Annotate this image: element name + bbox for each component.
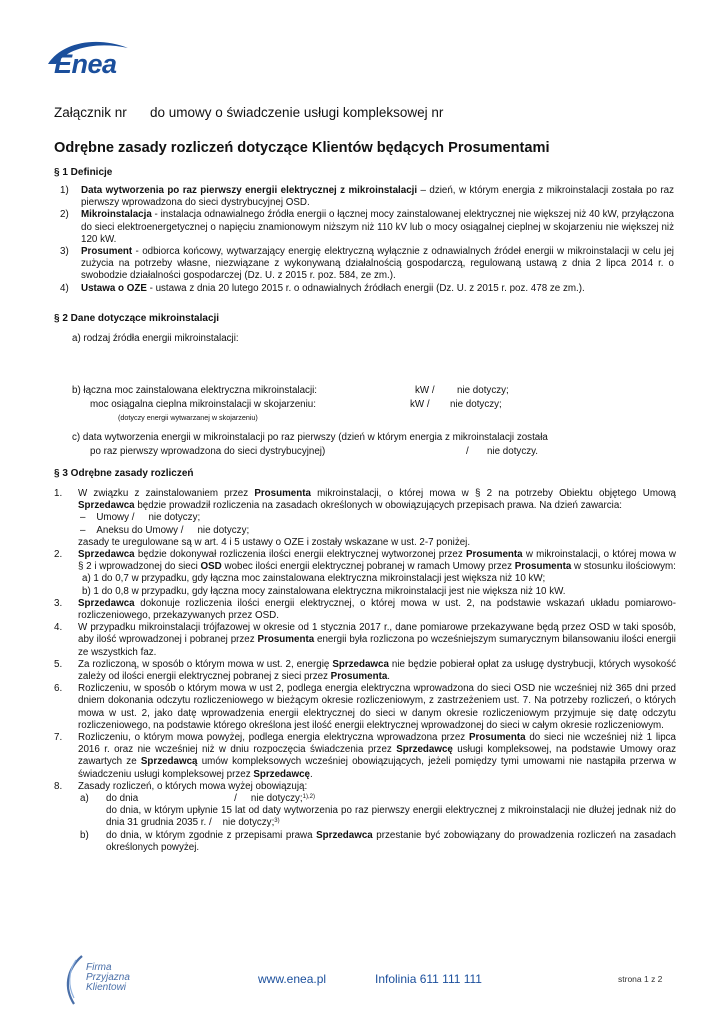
enea-logo: Enea: [54, 49, 117, 79]
rule-text: [78, 781, 676, 854]
definition-number: 3): [60, 246, 69, 258]
rule-text-bold: Sprzedawca: [316, 829, 373, 841]
installed-power-not-applicable[interactable]: nie dotyczy;: [457, 385, 509, 396]
rule-text-part: usługi kompleksowej, na podstawie Umowy oraz zawartych ze: [78, 744, 676, 768]
validity-option-b: [78, 830, 676, 854]
rule-text-part: Za rozliczoną, w sposób o którym mowa w ust. 2, energię: [78, 658, 333, 670]
footnote-ref: 1),2): [302, 794, 315, 801]
rule-text-bold: Prosumenta: [468, 732, 526, 744]
rule-number: 2.: [54, 549, 63, 561]
annex-option[interactable]: Aneksu do Umowy /: [96, 524, 184, 536]
installed-power-unit[interactable]: kW /: [415, 385, 435, 396]
rule-text-bold: Sprzedawca: [332, 658, 389, 670]
rule-number: 5.: [54, 658, 63, 670]
rule-number: 8.: [54, 780, 63, 792]
rule-text-bold: OSD: [200, 561, 222, 573]
fp-line: Przyjazna: [86, 972, 130, 983]
rule-text-bold: Prosumenta: [254, 488, 311, 499]
rule-text-bold: Sprzedawca: [78, 549, 135, 561]
document-title: Odrębne zasady rozliczeń dotyczące Klientów będących Prosumentami: [54, 140, 550, 156]
rule-text-part: dokonuje rozliczenia ilości energii elektrycznej, o której mowa w ust. 2, na podstawie wskazań układu pomiarowo-rozliczeniowego, przekazywanych przez OSD.: [78, 597, 676, 622]
rule-text: [78, 549, 676, 598]
website-link[interactable]: www.enea.pl: [258, 972, 327, 986]
rule-text: Rozliczeniu, w sposób o którym mowa w ust 2, podlega energia elektryczna wprowadzona do sieci OSD nie wcześniej niż 365 dni przed dniem dokonania odczytu rozliczeniowego w bieżącym okresie rozliczeniowym, z zastrzeżeniem ust. 7. Na potrzeby rozliczeń, o których mowa w ust. 2, jako datę wprowadzenia energii elektrycznej do sieci w danym okresie rozliczeniowym przyjmuje się datę odczytu rozliczeniowego, na podstawie którego określona jest ilość energii elektrycznej wprowadzonej do sieci w całym okresie rozliczeniowym.: [78, 683, 676, 731]
rule-item: [54, 659, 676, 683]
rule-text-bold: Prosumenta: [514, 561, 572, 573]
rule-number: 4.: [54, 622, 63, 634]
annex-prefix: Załącznik nr: [54, 105, 127, 120]
rule-text-bold: Prosumenta: [257, 634, 315, 646]
rule-text-part: mikroinstalacji, o której mowa w § 2 na potrzeby Obiektu objętego Umową: [310, 488, 677, 499]
rule-text-bold: Sprzedawca: [78, 500, 135, 512]
rule-number: 6.: [54, 683, 63, 695]
ratio-option-b: b) 1 do 0,8 w przypadku, gdy łączna mocy zainstalowana elektryczna mikroinstalacji jest nie większa niż 10 kW.: [82, 585, 566, 597]
rule-text-part: W przypadku mikroinstalacji trójfazowej w okresie od 1 stycznia 2017 r., dane pomiarowe przekazywane będą przez OSD w taki sposób, aby ilość wprowadzonej i pobranej przez: [78, 622, 676, 646]
definition-number: 1): [60, 185, 69, 196]
thermal-power-not-applicable[interactable]: nie dotyczy;: [450, 399, 502, 410]
rule-text: [78, 598, 676, 622]
definition-number: 4): [60, 282, 69, 294]
contract-not-applicable[interactable]: nie dotyczy;: [148, 512, 201, 524]
rule-number: 7.: [54, 732, 63, 744]
definition-body: - instalacja odnawialnego źródła energii o łącznej mocy zainstalowanej elektrycznej nie większej niż 40 kW, przyłączona do sieci elektroenergetycznej o napięciu znamionowym niższym niż 110 kV lub o mocy osiągalnej cieplnej w skojarzeniu nie większej niż 120 kW.: [81, 209, 674, 245]
thermal-power-note: (dotyczy energii wytwarzanej w skojarzeniu): [118, 413, 258, 422]
first-generation-date-not-applicable[interactable]: nie dotyczy.: [487, 446, 539, 457]
definition-text: [81, 209, 674, 246]
definition-item: [60, 209, 674, 246]
rule-text-part: do dnia, w którym zgodnie z przepisami prawa: [106, 829, 317, 841]
annex-line: [54, 105, 443, 120]
rule-item: [54, 622, 676, 659]
until-date-field[interactable]: do dnia: [106, 793, 139, 805]
rule-text-tail: zasady te uregulowane są w art. 4 i 5 ustawy o OZE i zostały wskazane w ust. 2-7 poniżej.: [78, 536, 471, 548]
rule-text-part: .: [387, 671, 391, 683]
dash-item: – Aneksu do Umowy / nie dotyczy;: [80, 524, 250, 536]
rule-text-part: nie będzie pobierał opłat za usługę dystrybucji, których wysokość zależy od ilości energii elektrycznej pobranej z sieci przez: [78, 658, 676, 683]
rule-item: [54, 549, 676, 598]
rule-text-part: przestanie być zobowiązany do prowadzenia rozliczeń na zasadach określonych powyżej.: [106, 829, 676, 853]
firma-przyjazna-klientowi-text: [86, 963, 130, 993]
first-generation-date-slash: /: [466, 446, 469, 457]
definition-term: Ustawa o OZE: [81, 282, 147, 294]
rule-text: [78, 488, 676, 549]
until-date-not-applicable[interactable]: nie dotyczy;: [250, 793, 303, 805]
section-1-heading: § 1 Definicje: [54, 167, 113, 178]
source-type-field[interactable]: a) rodzaj źródła energii mikroinstalacji:: [72, 333, 239, 344]
fifteen-years-option[interactable]: do dnia, w którym upłynie 15 lat od daty wytworzenia po raz pierwszy energii elektrycznej z mikroinstalacji nie dłużej jednak niż do dnia 31 grudnia 2035 r. /: [106, 805, 676, 829]
option-body: [106, 830, 676, 854]
validity-option-a: [78, 793, 676, 830]
definition-body: - odbiorca końcowy, wytwarzający energię elektryczną wyłącznie z odnawialnych źródeł energii w mikroinstalacji w celu jej zużycia na potrzeby własne, niezwiązane z wykonywaną działalnością gospodarczą, regulowaną ustawą z dnia 2 lipca 2014 r. o swobodzie działalności gospodarczej (Dz. U. z 2015 r. poz. 584, ze zm.).: [81, 246, 674, 282]
rule-text-bold: Prosumenta: [466, 549, 523, 561]
definition-text: [81, 185, 674, 209]
rule-text-part: energii była rozliczona po wcześniejszym sumarycznym bilansowaniu ilości energii ze wszystkich faz.: [78, 634, 676, 658]
definition-term: Prosument: [81, 246, 133, 258]
rule-text-part: w stosunku ilościowym:: [571, 561, 676, 573]
rule-text-part: W związku z zainstalowaniem przez: [78, 488, 255, 499]
installed-power-label: b) łączna moc zainstalowana elektryczna mikroinstalacji:: [72, 385, 318, 396]
validity-date-line: [106, 793, 676, 805]
rule-text: [78, 622, 676, 659]
page-number: strona 1 z 2: [618, 974, 663, 984]
rule-item: [54, 781, 676, 854]
definition-item: [60, 185, 674, 209]
rule-text-part: wobec ilości energii elektrycznej pobranej w ramach Umowy przez: [221, 561, 515, 573]
hotline-text: Infolinia 611 111 111: [375, 972, 482, 986]
option-label: b): [80, 829, 89, 841]
rule-number: 1.: [54, 488, 63, 499]
definition-number: 2): [60, 209, 69, 221]
rule-text-part: Rozliczeniu, o którym mowa powyżej, podlega energia elektryczna wprowadzona przez: [78, 732, 469, 744]
rule-text: [78, 659, 676, 683]
section-2-heading: § 2 Dane dotyczące mikroinstalacji: [54, 313, 220, 324]
definition-text: [81, 246, 674, 283]
rule-text-bold: Sprzedawcą: [140, 756, 198, 768]
rule-text-part: umów kompleksowych wcześniej obowiązujących, jeżeli pomiędzy tymi umowami nie nastąpiła przerwa w świadczeniu usługi kompleksowej przez: [78, 756, 676, 780]
annex-suffix: do umowy o świadczenie usługi kompleksowej nr: [150, 105, 444, 120]
rule-text-bold: Sprzedawcę: [253, 768, 310, 780]
rule-text-part: w mikroinstalacji, o której mowa w § 2 i wprowadzonej do sieci: [78, 549, 676, 573]
rule-item: [54, 488, 676, 549]
rule-text-part: .: [309, 768, 313, 780]
validity-15-years-line: [106, 805, 676, 829]
first-generation-date-line1: c) data wytworzenia energii w mikroinstalacji po raz pierwszy (dzień w którym energia z mikroinstalacji została: [72, 432, 548, 443]
ratio-option-a: a) 1 do 0,7 w przypadku, gdy łączna moc zainstalowana elektryczna mikroinstalacji jest większa niż 10 kW;: [82, 573, 546, 585]
thermal-power-unit[interactable]: kW /: [410, 399, 430, 410]
rule-text-part: do sieci nie wcześniej niż 1 lipca 2016 r. oraz nie wcześniej niż w dniu rozpoczęcia świadczenia przez: [78, 732, 676, 756]
annex-not-applicable[interactable]: nie dotyczy;: [197, 524, 250, 536]
definition-term: Mikroinstalacja: [81, 209, 152, 221]
first-generation-date-line2[interactable]: po raz pierwszy wprowadzona do sieci dystrybucyjnej): [90, 446, 326, 457]
fifteen-years-not-applicable[interactable]: nie dotyczy;: [222, 817, 275, 829]
rule-text-part: będzie dokonywał rozliczenia ilości energii elektrycznej wytworzonej przez: [134, 549, 466, 561]
rule-text-part: będzie prowadził rozliczenia na zasadach określonych w obowiązujących przepisach prawa. Na dzień zawarcia:: [134, 500, 623, 512]
dash-item: – Umowy / nie dotyczy;: [80, 512, 201, 524]
rule-text-bold: Prosumenta: [330, 671, 388, 683]
thermal-power-label: moc osiągalna cieplna mikroinstalacji w skojarzeniu:: [90, 399, 316, 410]
rule-number: 3.: [54, 597, 63, 609]
definitions-list: [60, 185, 674, 295]
definition-item: [60, 283, 674, 295]
rule-item: [54, 598, 676, 622]
footnote-ref: 3): [274, 818, 280, 825]
rule-item: [54, 683, 676, 732]
fp-line: Klientowi: [86, 982, 127, 993]
definition-term: Data wytworzenia po raz pierwszy energii elektrycznej z mikroinstalacji: [81, 185, 418, 196]
section-3-heading: § 3 Odrębne zasady rozliczeń: [54, 468, 194, 479]
rule-intro: Zasady rozliczeń, o których mowa wyżej obowiązują:: [78, 780, 308, 792]
definition-body: - ustawa z dnia 20 lutego 2015 r. o odnawialnych źródłach energii (Dz. U. z 2015 r. poz. 478 ze zm.).: [146, 282, 585, 294]
option-label: a): [80, 793, 89, 805]
rules-list: [54, 488, 676, 854]
fp-line: Firma: [86, 962, 112, 973]
definition-text: [81, 283, 585, 295]
contract-option[interactable]: Umowy /: [96, 512, 135, 524]
rule-text-bold: Sprzedawca: [78, 597, 135, 609]
rule-text-bold: Sprzedawcę: [396, 744, 453, 756]
definition-item: [60, 246, 674, 283]
definition-body: – dzień, w którym energia z mikroinstalacji została po raz pierwszy wprowadzona do sieci dystrybucyjnej OSD.: [81, 185, 675, 209]
rule-text: [78, 732, 676, 781]
rule-item: [54, 732, 676, 781]
slash: /: [234, 793, 237, 805]
option-body: [106, 793, 676, 830]
